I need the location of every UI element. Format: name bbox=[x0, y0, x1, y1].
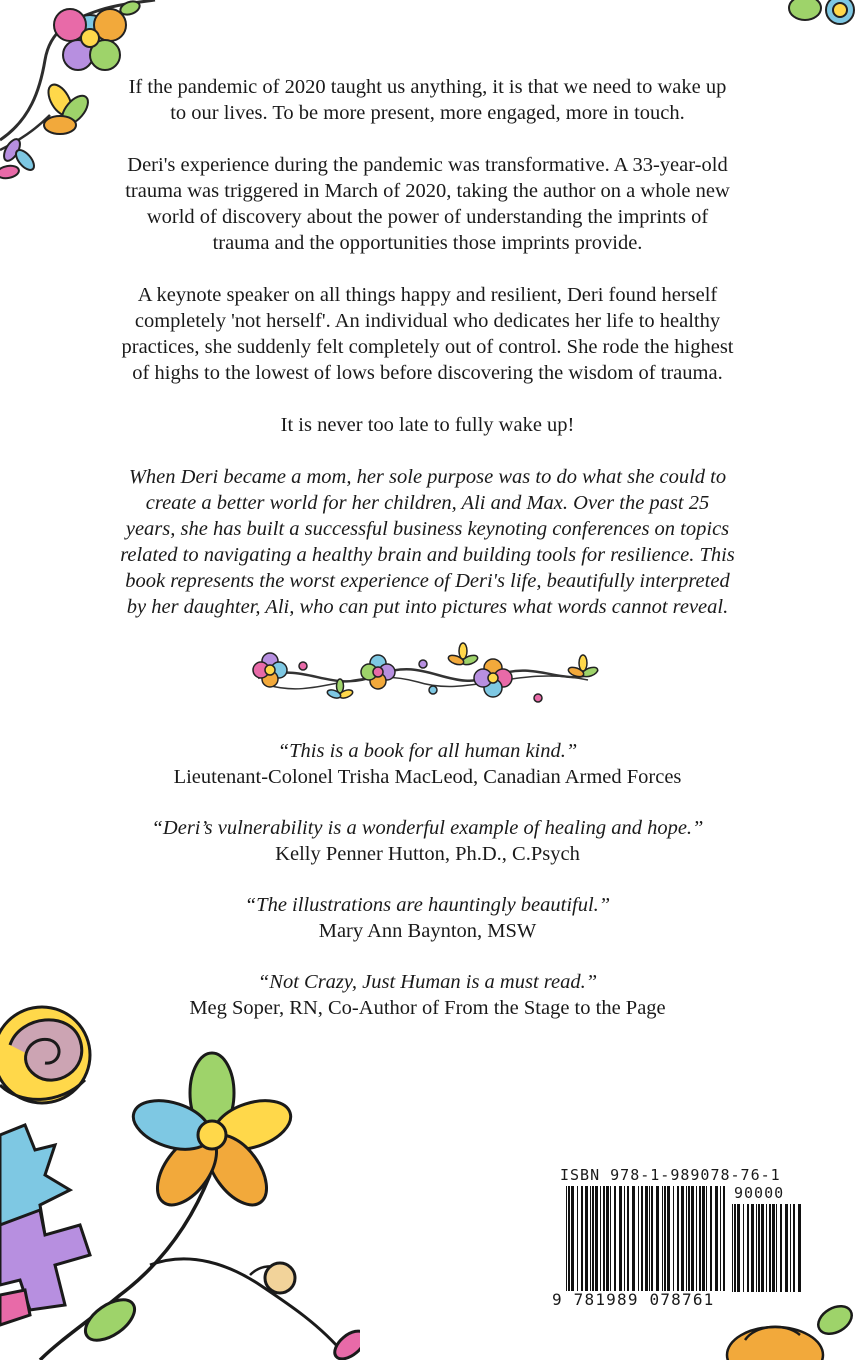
barcode-bar bbox=[606, 1186, 609, 1291]
barcode-bar bbox=[632, 1186, 635, 1291]
barcode-bar bbox=[723, 1186, 725, 1291]
barcode-bar bbox=[790, 1204, 791, 1292]
testimonial-attribution: Meg Soper, RN, Co-Author of From the Stage to the Page bbox=[189, 997, 666, 1019]
barcode-bar bbox=[743, 1204, 744, 1292]
testimonial-quote: “This is a book for all human kind.” bbox=[277, 740, 578, 762]
barcode-addon-bars bbox=[732, 1204, 804, 1292]
barcode-bar bbox=[798, 1204, 801, 1292]
barcode-bar bbox=[656, 1186, 659, 1291]
barcode-bar bbox=[645, 1186, 648, 1291]
leaf-icon bbox=[785, 0, 855, 40]
barcode-bar bbox=[614, 1186, 616, 1291]
barcode-bar bbox=[737, 1204, 740, 1292]
barcode-bar bbox=[699, 1186, 701, 1291]
barcode-bar bbox=[662, 1186, 663, 1291]
barcode-bar bbox=[641, 1186, 643, 1291]
testimonial-attribution: Kelly Penner Hutton, Ph.D., C.Psych bbox=[275, 843, 580, 865]
barcode-bar bbox=[706, 1186, 707, 1291]
barcode-bar bbox=[747, 1204, 749, 1292]
barcode-bars bbox=[566, 1186, 728, 1291]
barcode-bar bbox=[715, 1186, 718, 1291]
testimonial bbox=[120, 738, 735, 790]
barcode-bar bbox=[627, 1186, 629, 1291]
barcode-bar bbox=[624, 1186, 625, 1291]
barcode-bar bbox=[751, 1204, 754, 1292]
barcode-bar bbox=[568, 1186, 570, 1291]
barcode-bar bbox=[585, 1186, 588, 1291]
barcode-bar bbox=[600, 1186, 601, 1291]
testimonial-quote: “The illustrations are hauntingly beautiful.” bbox=[244, 894, 611, 916]
barcode-bar bbox=[566, 1186, 567, 1291]
barcode-bar bbox=[677, 1186, 679, 1291]
author-bio: When Deri became a mom, her sole purpose was to do what she could to create a better world for her children, Ali and Max. Over the past 25 years, she has built a successful business keynoting conferences on topics related to navigating a healthy brain and building tools for resilience. This book represents the worst experience of Deri's life, beautifully interpreted by her daughter, Ali, who can put into pictures what words cannot reveal. bbox=[120, 466, 735, 618]
barcode-bar bbox=[681, 1186, 684, 1291]
barcode-bar bbox=[592, 1186, 594, 1291]
barcode-bar bbox=[603, 1186, 605, 1291]
barcode-bar bbox=[651, 1186, 653, 1291]
barcode-bar bbox=[761, 1204, 764, 1292]
testimonial bbox=[120, 815, 735, 867]
flower-divider-icon bbox=[248, 640, 608, 710]
barcode-bar bbox=[720, 1186, 721, 1291]
barcode-bar bbox=[571, 1186, 574, 1291]
barcode-bar bbox=[766, 1204, 767, 1292]
barcode-bar bbox=[776, 1204, 777, 1292]
price-code: 90000 bbox=[734, 1184, 785, 1202]
blurb-paragraph: Deri's experience during the pandemic was transformative. A 33-year-old trauma was triggered in March of 2020, taking the author on a whole new world of discovery about the power of understanding the imprints of trauma and the opportunities those imprints provide. bbox=[125, 154, 730, 254]
barcode-bar bbox=[590, 1186, 591, 1291]
barcode-bar bbox=[710, 1186, 712, 1291]
barcode-bar bbox=[673, 1186, 674, 1291]
barcode-bar bbox=[772, 1204, 775, 1292]
barcode-bar bbox=[785, 1204, 788, 1292]
blurb-paragraph: A keynote speaker on all things happy and resilient, Deri found herself completely 'not herself'. An individual who dedicates her life to healthy practices, she suddenly felt completely out of control. She rode the highest of highs to the lowest of lows before discovering the wisdom of trauma. bbox=[121, 284, 734, 384]
barcode-bar bbox=[758, 1204, 760, 1292]
barcode-bar bbox=[793, 1204, 795, 1292]
barcode-bar bbox=[610, 1186, 611, 1291]
barcode-bar bbox=[732, 1204, 733, 1292]
testimonial-attribution: Lieutenant-Colonel Trisha MacLeod, Canadian Armed Forces bbox=[173, 766, 682, 788]
blurb-tagline: It is never too late to fully wake up! bbox=[280, 414, 575, 436]
barcode-bar bbox=[688, 1186, 690, 1291]
isbn-label: ISBN 978-1-989078-76-1 bbox=[560, 1166, 781, 1184]
barcode-bar bbox=[769, 1204, 771, 1292]
barcode-bar bbox=[581, 1186, 583, 1291]
barcode-bar bbox=[595, 1186, 598, 1291]
barcode-bar bbox=[649, 1186, 650, 1291]
barcode-bar bbox=[734, 1204, 736, 1292]
barcode-bar bbox=[756, 1204, 757, 1292]
barcode-bar bbox=[619, 1186, 622, 1291]
testimonial-quote: “Not Crazy, Just Human is a must read.” bbox=[257, 971, 598, 993]
barcode-bar bbox=[686, 1186, 687, 1291]
isbn-barcode bbox=[552, 1166, 810, 1316]
blurb-paragraph: If the pandemic of 2020 taught us anything, it is that we need to wake up to our lives. To be more present, more engaged, more in touch. bbox=[128, 76, 727, 124]
rose-icon bbox=[0, 995, 360, 1360]
barcode-bar bbox=[664, 1186, 666, 1291]
testimonial-attribution: Mary Ann Baynton, MSW bbox=[318, 920, 537, 942]
barcode-digits: 9 781989 078761 bbox=[552, 1290, 715, 1309]
barcode-bar bbox=[780, 1204, 782, 1292]
testimonial-quote: “Deri’s vulnerability is a wonderful example of healing and hope.” bbox=[151, 817, 704, 839]
barcode-bar bbox=[696, 1186, 697, 1291]
barcode-bar bbox=[577, 1186, 578, 1291]
blurb-column bbox=[120, 74, 735, 1046]
barcode-bar bbox=[667, 1186, 670, 1291]
barcode-bar bbox=[638, 1186, 639, 1291]
barcode-bar bbox=[691, 1186, 694, 1291]
testimonial bbox=[120, 892, 735, 944]
barcode-bar bbox=[702, 1186, 705, 1291]
